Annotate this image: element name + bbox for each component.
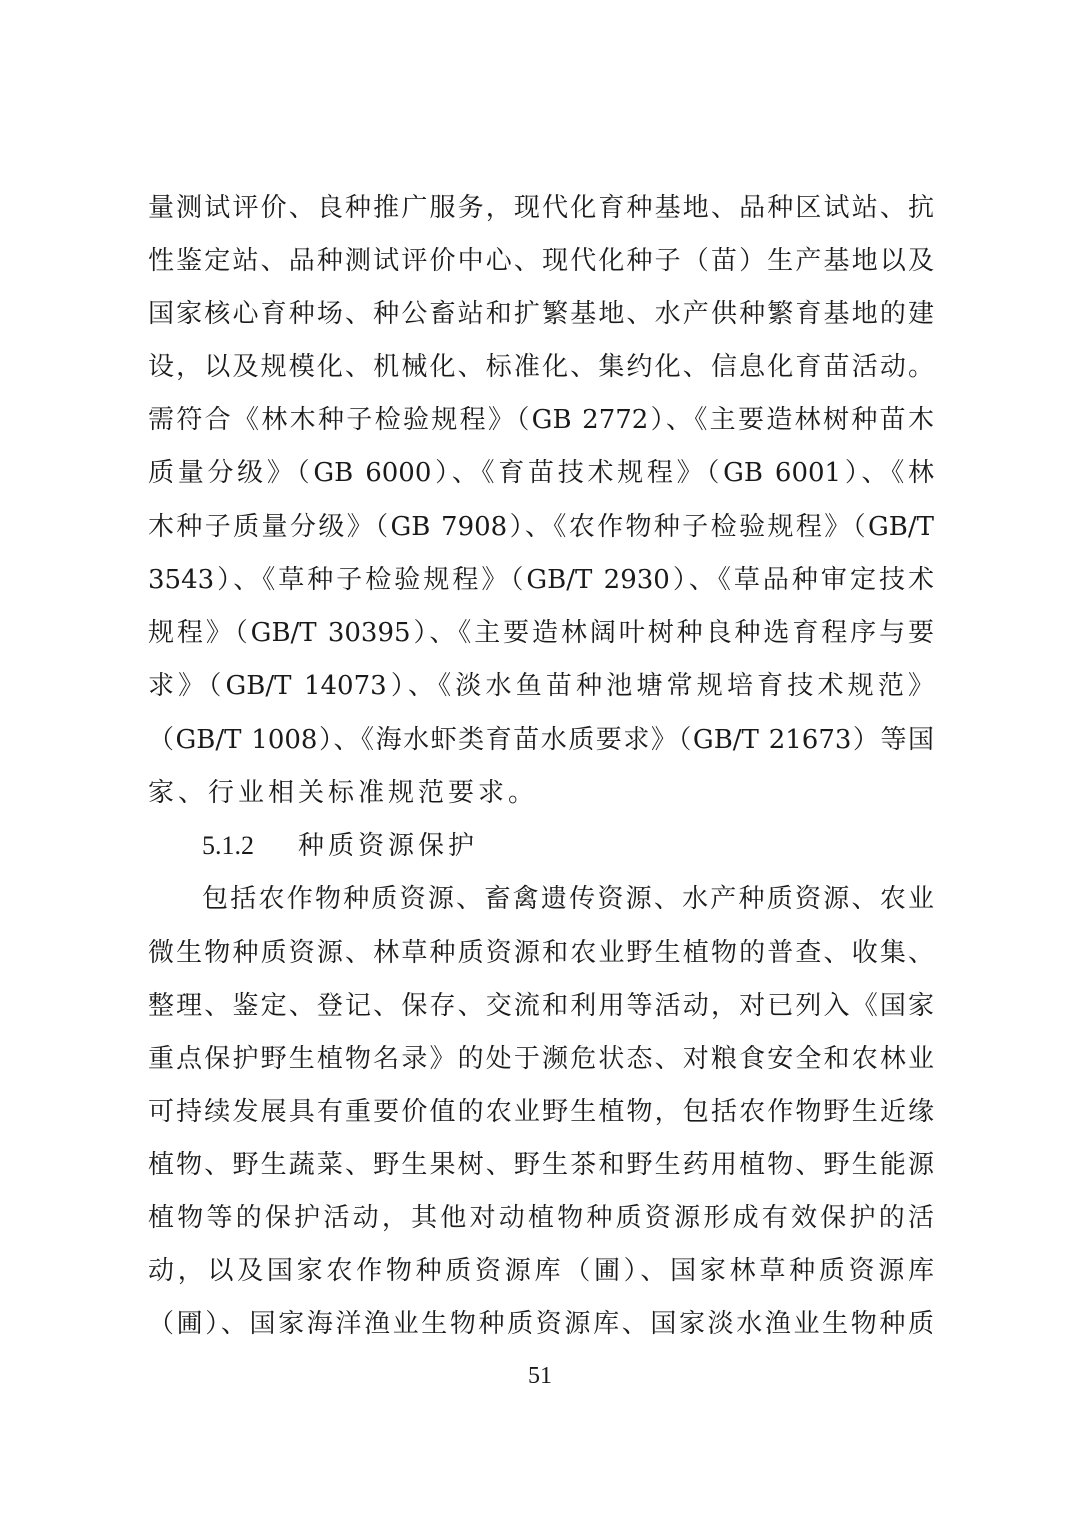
text-line: 规程》（GB/T 30395）、《主要造林阔叶树种良种选育程序与要 — [148, 618, 934, 648]
text-line: 微生物种质资源、林草种质资源和农业野生植物的普查、收集、 — [148, 938, 934, 968]
text-line: 重点保护野生植物名录》的处于濒危状态、对粮食安全和农林业 — [148, 1044, 934, 1074]
text-line: 3543）、《草种子检验规程》（GB/T 2930）、《草品种审定技术 — [148, 565, 934, 595]
section-title: 种质资源保护 — [298, 831, 479, 861]
text-line: 质量分级》（GB 6000）、《育苗技术规程》（GB 6001）、《林 — [148, 458, 934, 488]
text-line: 包括农作物种质资源、畜禽遗传资源、水产种质资源、农业 — [202, 884, 934, 914]
text-line: 可持续发展具有重要价值的农业野生植物，包括农作物野生近缘 — [148, 1097, 934, 1127]
text-line: 动，以及国家农作物种质资源库（圃）、国家林草种质资源库 — [148, 1256, 934, 1286]
text-line: 木种子质量分级》（GB 7908）、《农作物种子检验规程》（GB/T — [148, 512, 934, 542]
text-line: 设，以及规模化、机械化、标准化、集约化、信息化育苗活动。 — [148, 352, 934, 382]
text-line: 国家核心育种场、种公畜站和扩繁基地、水产供种繁育基地的建 — [148, 299, 934, 329]
text-line: （GB/T 1008）、《海水虾类育苗水质要求》（GB/T 21673）等国 — [148, 725, 934, 755]
text-line: （圃）、国家海洋渔业生物种质资源库、国家淡水渔业生物种质 — [148, 1309, 934, 1339]
text-line: 整理、鉴定、登记、保存、交流和利用等活动，对已列入《国家 — [148, 991, 934, 1021]
section-number: 5.1.2 — [202, 831, 254, 860]
text-line: 需符合《林木种子检验规程》（GB 2772）、《主要造林树种苗木 — [148, 405, 934, 435]
page-number: 51 — [528, 1363, 552, 1389]
text-line: 求》（GB/T 14073）、《淡水鱼苗种池塘常规培育技术规范》 — [148, 671, 934, 701]
text-line: 量测试评价、良种推广服务，现代化育种基地、品种区试站、抗 — [148, 193, 934, 223]
text-line: 性鉴定站、品种测试评价中心、现代化种子（苗）生产基地以及 — [148, 246, 934, 276]
section-heading — [202, 826, 478, 866]
text-line: 植物等的保护活动，其他对动植物种质资源形成有效保护的活 — [148, 1203, 934, 1233]
text-line: 植物、野生蔬菜、野生果树、野生茶和野生药用植物、野生能源 — [148, 1150, 934, 1180]
text-line: 家、行业相关标准规范要求。 — [148, 778, 539, 808]
